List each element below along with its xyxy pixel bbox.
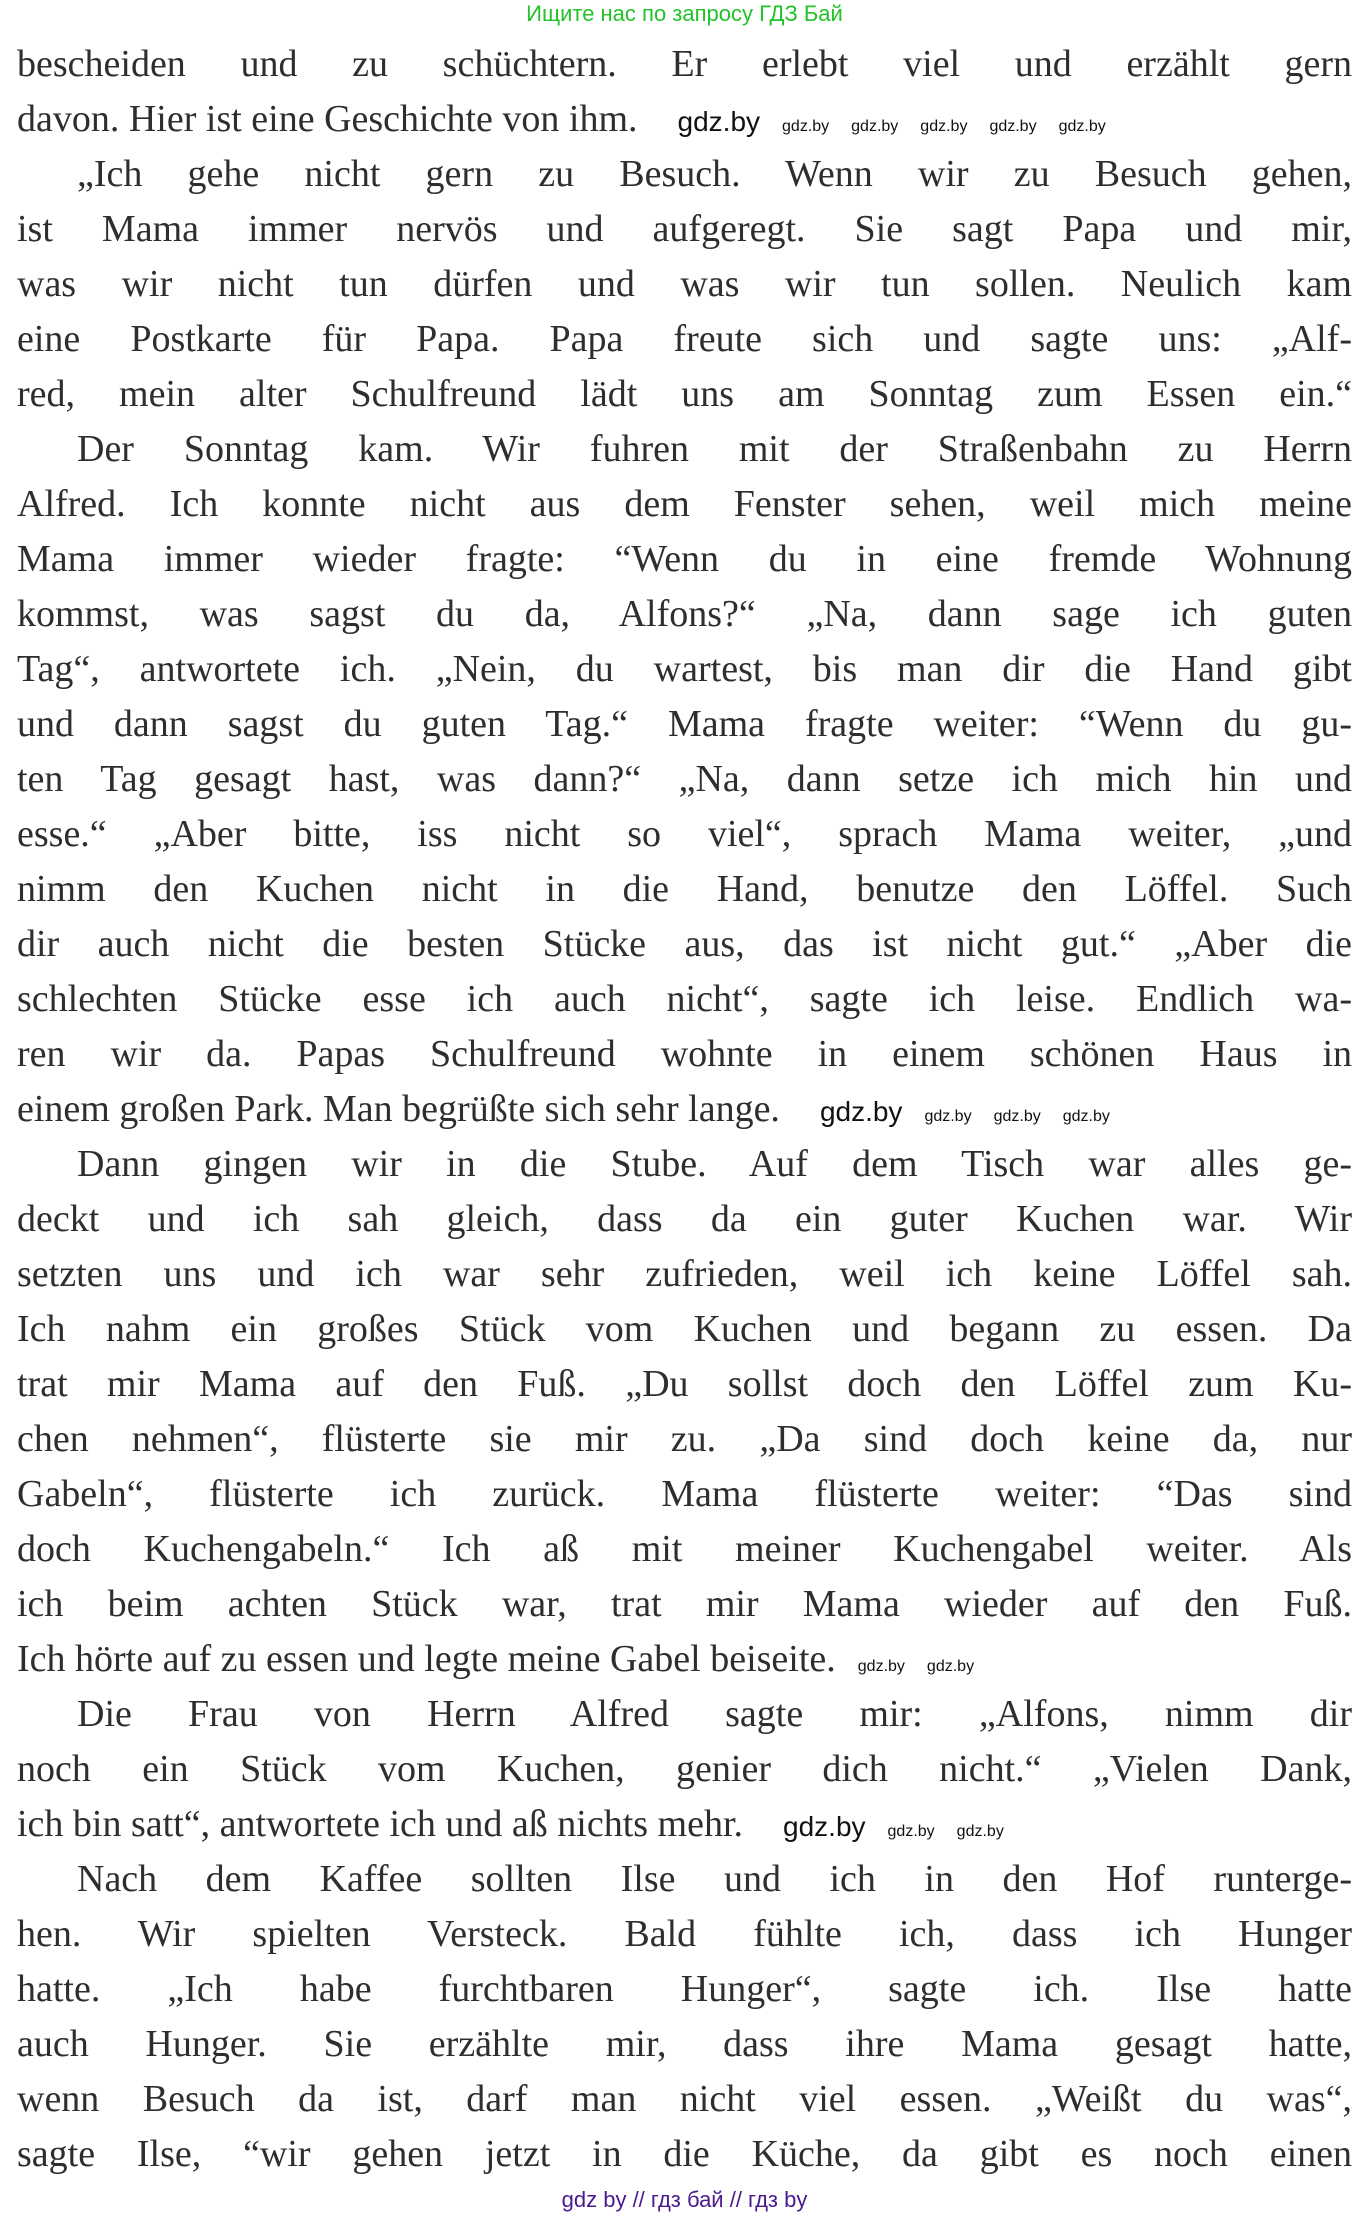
text-line — [17, 2017, 1352, 2072]
text-line-content: noch ein Stück vom Kuchen, genier dich nicht.“ „Vielen Dank, — [17, 1748, 1352, 1790]
text-line-content: Der Sonntag kam. Wir fuhren mit der Straßenbahn zu Herrn — [77, 428, 1352, 470]
text-line-content: esse.“ „Aber bitte, iss nicht so viel“, sprach Mama weiter, „und — [17, 813, 1352, 855]
text-line — [17, 1082, 1352, 1137]
text-line-content: auch Hunger. Sie erzählte mir, dass ihre Mama gesagt hatte, — [17, 2023, 1352, 2065]
text-line-content: hen. Wir spielten Versteck. Bald fühlte ich, dass ich Hunger — [17, 1913, 1352, 1955]
text-line-content: was wir nicht tun dürfen und was wir tun sollen. Neulich kam — [17, 263, 1352, 305]
text-line — [17, 1467, 1352, 1522]
gdz-watermark: gdz.by — [887, 1823, 935, 1840]
text-line — [17, 1302, 1352, 1357]
site-banner: Ищите нас по запросу ГДЗ Бай — [526, 1, 843, 26]
text-line-content: wenn Besuch da ist, darf man nicht viel essen. „Weißt du was“, — [17, 2078, 1352, 2120]
text-line — [17, 1852, 1352, 1907]
gdz-watermark: gdz.by — [1058, 118, 1106, 135]
text-line — [17, 1742, 1352, 1797]
gdz-watermark: gdz.by — [956, 1823, 1004, 1840]
gdz-watermark: gdz.by — [989, 118, 1037, 135]
gdz-watermark: gdz.by — [857, 1658, 905, 1675]
text-line-content: Nach dem Kaffee sollten Ilse und ich in den Hof runterge- — [77, 1858, 1352, 1900]
text-line — [17, 477, 1352, 532]
text-line — [17, 92, 1352, 147]
text-line-content: ich beim achten Stück war, trat mir Mama wieder auf den Fuß. — [17, 1583, 1352, 1625]
text-line-content: hatte. „Ich habe furchtbaren Hunger“, sagte ich. Ilse hatte — [17, 1968, 1352, 2010]
text-line — [17, 367, 1352, 422]
gdz-watermark: gdz.by — [926, 1658, 975, 1675]
gdz-watermark: gdz.by — [924, 1108, 972, 1125]
text-line-content: Die Frau von Herrn Alfred sagte mir: „Alfons, nimm dir — [77, 1693, 1352, 1735]
text-line — [17, 1577, 1352, 1632]
gdz-watermark: gdz.by — [920, 118, 968, 135]
gdz-watermark: gdz.by — [851, 118, 899, 135]
gdz-watermark: gdz.by — [677, 106, 761, 137]
text-line — [17, 917, 1352, 972]
text-line — [17, 862, 1352, 917]
text-line-content: nimm den Kuchen nicht in die Hand, benutze den Löffel. Such — [17, 868, 1352, 910]
gdz-watermark: gdz.by — [782, 118, 830, 135]
text-line-content: Ich hörte auf zu essen und legte meine Gabel beiseite. — [17, 1638, 836, 1680]
story-text — [17, 37, 1352, 2182]
text-line — [17, 1357, 1352, 1412]
text-line-content: dir auch nicht die besten Stücke aus, das ist nicht gut.“ „Aber die — [17, 923, 1352, 965]
text-line — [17, 257, 1352, 312]
text-line — [17, 1632, 1352, 1687]
text-line-content: „Ich gehe nicht gern zu Besuch. Wenn wir zu Besuch gehen, — [77, 153, 1352, 195]
text-line-content: sagte Ilse, “wir gehen jetzt in die Küche, da gibt es noch einen — [17, 2133, 1352, 2175]
text-line — [17, 1962, 1352, 2017]
text-line-content: Gabeln“, flüsterte ich zurück. Mama flüsterte weiter: “Das sind — [17, 1473, 1352, 1515]
text-line — [17, 587, 1352, 642]
text-line-content: ren wir da. Papas Schulfreund wohnte in einem schönen Haus in — [17, 1033, 1352, 1075]
text-line-content: red, mein alter Schulfreund lädt uns am Sonntag zum Essen ein.“ — [17, 373, 1352, 415]
text-line — [17, 1192, 1352, 1247]
text-line — [17, 2127, 1352, 2182]
text-line-content: trat mir Mama auf den Fuß. „Du sollst doch den Löffel zum Ku- — [17, 1363, 1352, 1405]
text-line — [17, 147, 1352, 202]
text-line-content: chen nehmen“, flüsterte sie mir zu. „Da sind doch keine da, nur — [17, 1418, 1352, 1460]
text-line-content: doch Kuchengabeln.“ Ich aß mit meiner Kuchengabel weiter. Als — [17, 1528, 1352, 1570]
text-line-content: eine Postkarte für Papa. Papa freute sich und sagte uns: „Alf- — [17, 318, 1352, 360]
text-line-content: Dann gingen wir in die Stube. Auf dem Tisch war alles ge- — [77, 1143, 1352, 1185]
text-line — [17, 312, 1352, 367]
text-line — [17, 807, 1352, 862]
footer-links: gdz by // гдз бай // гдз by — [561, 2187, 808, 2212]
text-line — [17, 752, 1352, 807]
text-line-content: davon. Hier ist eine Geschichte von ihm. — [17, 98, 638, 140]
gdz-watermark: gdz.by — [1062, 1108, 1110, 1125]
text-line-content: setzten uns und ich war sehr zufrieden, weil ich keine Löffel sah. — [17, 1253, 1352, 1295]
gdz-watermark: gdz.by — [993, 1108, 1041, 1125]
text-line — [17, 697, 1352, 752]
text-line — [17, 1247, 1352, 1302]
text-line — [17, 1137, 1352, 1192]
text-line — [17, 422, 1352, 477]
gdz-watermark: gdz.by — [819, 1096, 903, 1127]
text-line — [17, 2072, 1352, 2127]
text-line — [17, 1522, 1352, 1577]
text-line — [17, 1687, 1352, 1742]
text-line-content: Mama immer wieder fragte: “Wenn du in eine fremde Wohnung — [17, 538, 1352, 580]
text-line-content: Ich nahm ein großes Stück vom Kuchen und begann zu essen. Da — [17, 1308, 1352, 1350]
text-line — [17, 1907, 1352, 1962]
text-line — [17, 642, 1352, 697]
text-line-content: Alfred. Ich konnte nicht aus dem Fenster sehen, weil mich meine — [17, 483, 1352, 525]
text-line-content: Tag“, antwortete ich. „Nein, du wartest, bis man dir die Hand gibt — [17, 648, 1352, 690]
text-line-content: ich bin satt“, antwortete ich und aß nichts mehr. — [17, 1803, 744, 1845]
text-line-content: schlechten Stücke esse ich auch nicht“, sagte ich leise. Endlich wa- — [17, 978, 1352, 1020]
text-line — [17, 202, 1352, 257]
gdz-watermark: gdz.by — [783, 1811, 866, 1842]
text-line-content: einem großen Park. Man begrüßte sich sehr lange. — [17, 1088, 780, 1130]
text-line-content: bescheiden und zu schüchtern. Er erlebt viel und erzählt gern — [17, 43, 1352, 85]
text-line-content: ten Tag gesagt hast, was dann?“ „Na, dann setze ich mich hin und — [17, 758, 1352, 800]
text-line — [17, 972, 1352, 1027]
text-line-content: und dann sagst du guten Tag.“ Mama fragte weiter: “Wenn du gu- — [17, 703, 1352, 745]
text-line-content: kommst, was sagst du da, Alfons?“ „Na, dann sage ich guten — [17, 593, 1352, 635]
text-line — [17, 532, 1352, 587]
text-line — [17, 1797, 1352, 1852]
text-line — [17, 37, 1352, 92]
text-line — [17, 1027, 1352, 1082]
text-line-content: deckt und ich sah gleich, dass da ein guter Kuchen war. Wir — [17, 1198, 1352, 1240]
text-line-content: ist Mama immer nervös und aufgeregt. Sie sagt Papa und mir, — [17, 208, 1352, 250]
text-line — [17, 1412, 1352, 1467]
